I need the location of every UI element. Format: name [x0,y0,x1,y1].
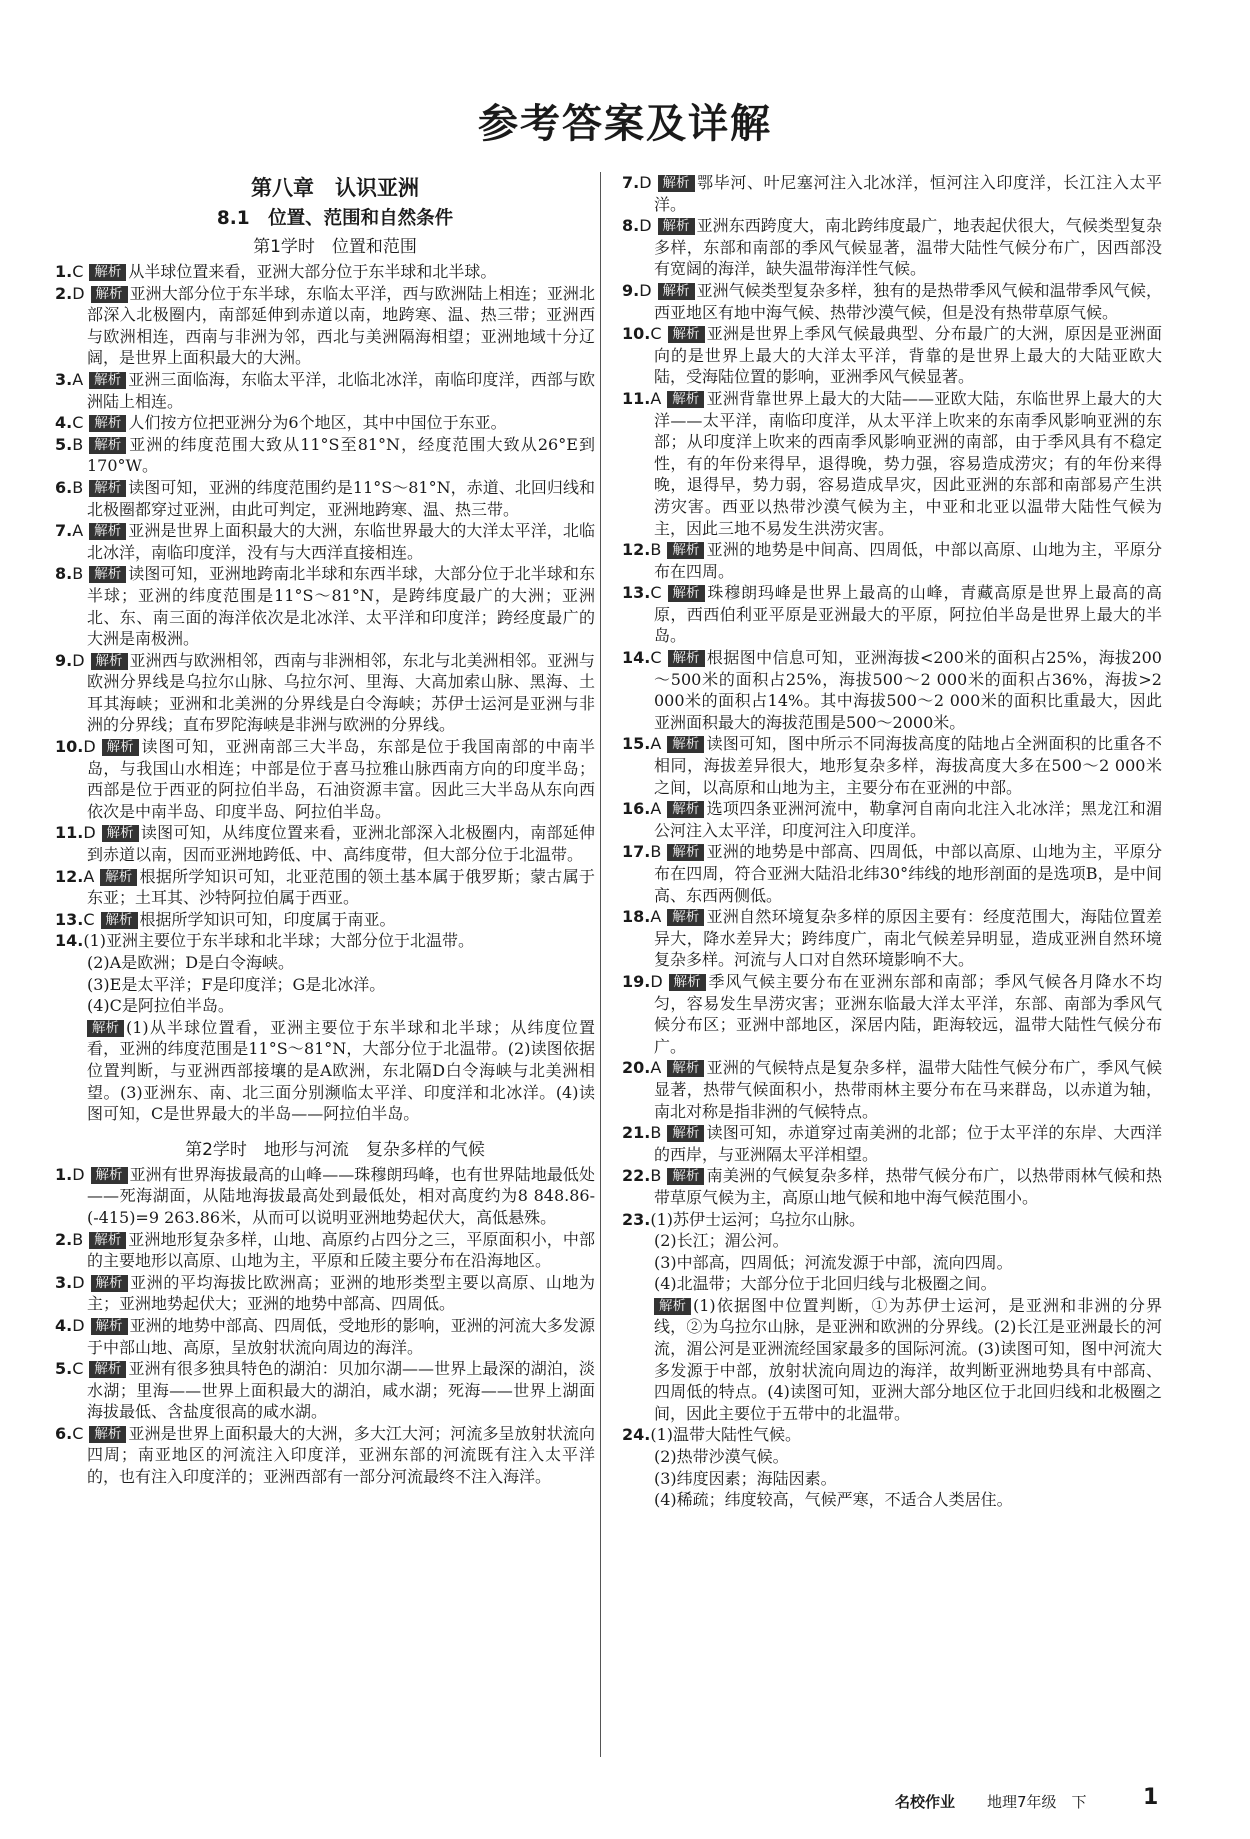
explanation-text: 亚洲西与欧洲相邻，西南与非洲相邻，东北与北美洲相邻。亚洲与欧洲分界线是乌拉尔山脉、乌拉尔河、里海、大高加索山脉、黑海、土耳其海峡；亚洲和北美洲的分界线是白令海峡；苏伊士运河是亚洲与非洲的分界线；直布罗陀海峡是非洲与欧洲的分界线。 [87,650,595,735]
question-number: 7. [55,521,73,541]
answer-letter: B [72,434,84,454]
answer-item [55,650,595,736]
question-number: 13. [622,583,651,603]
explanation-text: 根据所学知识可知，北亚范围的领土基本属于俄罗斯；蒙古属于东亚；土耳其、沙特阿拉伯属于西亚。 [87,866,595,908]
answer-item [622,841,1162,906]
explanation-text: 亚洲是世界上面积最大的大洲，东临世界最大的大洋太平洋，北临北冰洋，南临印度洋，没有与大西洋直接相连。 [87,521,595,562]
explanation-text: 人们按方位把亚洲分为6个地区，其中中国位于东亚。 [128,413,507,433]
question-number: 24. [622,1425,651,1445]
sub-answer: (4)北温带；大部分位于北回归线与北极圈之间。 [654,1274,997,1294]
explanation-text: 读图可知，亚洲的纬度范围约是11°S～81°N，赤道、北回归线和北极圈都穿过亚洲，由此可判定，亚洲地跨寒、温、热三带。 [87,477,595,519]
question-number: 5. [55,1359,73,1379]
answer-item [55,866,595,909]
answer-letter: B [72,477,84,497]
sub-answer: (2)长江；湄公河。 [654,1231,789,1251]
answer-letter: B [650,1166,662,1186]
question-number: 22. [622,1166,651,1186]
lesson1-answers [55,261,595,930]
question-number: 14. [622,648,651,668]
answer-item [55,1272,595,1315]
question-number: 10. [622,324,651,344]
answer-letter: A [650,1058,662,1078]
explanation-text: 亚洲三面临海，东临太平洋，北临北冰洋，南临印度洋，西部与欧洲陆上相连。 [87,369,595,411]
answer-letter: A [650,799,662,819]
analysis-tag: 解析 [89,1426,126,1443]
analysis-tag: 解析 [89,264,126,281]
answer-item [622,388,1162,539]
sub-answer: (4)C是阿拉伯半岛。 [87,996,234,1016]
explanation-text: 亚洲的气候特点是复杂多样，温带大陆性气候分布广，季风气候显著，热带气候面积小，热带雨林主要分布在马来群岛，以赤道为轴，南北对称是指非洲的气候特点。 [654,1058,1162,1121]
analysis-tag: 解析 [667,909,704,926]
answer-letter: D [639,216,652,236]
sub-answer: (4)稀疏；纬度较高，气候严寒，不适合人类居住。 [654,1490,1013,1510]
page-title: 参考答案及详解 [478,101,772,147]
answer-item [55,1423,595,1488]
analysis-tag: 解析 [89,415,126,432]
question-14 [55,930,595,1124]
question-number: 19. [622,971,651,991]
question-number: 9. [622,280,640,300]
footer-subject: 地理7年级 下 [987,1793,1087,1811]
answer-item [55,1315,595,1358]
analysis-tag: 解析 [667,1125,704,1142]
question-number: 8. [55,564,73,584]
answer-letter: C [72,413,84,433]
explanation-text: 亚洲的纬度范围大致从11°S至81°N，经度范围大致从26°E到170°W。 [87,434,595,476]
explanation-text: 亚洲有世界海拔最高的山峰——珠穆朗玛峰，也有世界陆地最低处——死海湖面，从陆地海拔最高处到最低处，相对高度约为8 848.86-(-415)=9 263.86米，从而可以说明亚洲地势起伏大，高低悬殊。 [87,1164,595,1227]
analysis-tag: 解析 [668,585,705,602]
sub-answer: (2)A是欧洲；D是白令海峡。 [87,953,295,972]
explanation-text: 亚洲的平均海拔比欧洲高；亚洲的地形类型主要以高原、山地为主；亚洲地势起伏大；亚洲的地势中部高、四周低。 [87,1272,595,1314]
analysis-tag: 解析 [654,1298,691,1315]
analysis-tag: 解析 [668,326,705,343]
question-number: 11. [55,823,84,843]
explanation-text: 从半球位置来看，亚洲大部分位于东半球和北半球。 [128,262,497,281]
answer-letter: C [650,324,662,344]
analysis-tag: 解析 [101,912,138,929]
answer-letter: C [72,1359,84,1379]
answer-letter: D [72,1315,85,1335]
lesson2-answers [55,1164,595,1488]
answer-item [55,520,595,563]
analysis-tag: 解析 [89,480,126,497]
answer-letter: D [83,823,96,843]
answer-item [55,434,595,477]
answer-item [55,563,595,649]
question-number: 12. [622,540,651,560]
analysis-tag: 解析 [89,566,126,583]
question-number: 6. [55,477,73,497]
analysis-tag: 解析 [91,653,128,670]
answer-item [55,736,595,822]
question-number: 2. [55,283,73,303]
answer-letter: A [650,907,662,927]
question-number: 18. [622,907,651,927]
sub-answer: (1)温带大陆性气候。 [650,1425,802,1445]
analysis-tag: 解析 [91,1275,128,1292]
answer-letter: D [650,971,663,991]
sub-answer: (3)中部高，四周低；河流发源于中部，流向四周。 [654,1252,1013,1272]
analysis-tag: 解析 [667,736,704,753]
answer-item [622,280,1162,323]
answer-item [622,172,1162,215]
explanation-text: 亚洲背靠世界上最大的大陆——亚欧大陆，东临世界上最大的大洋——太平洋，南临印度洋，从太平洋上吹来的东南季风影响亚洲的东部；从印度洋上吹来的西南季风影响亚洲的南部，由于季风具有不稳定性，有的年份来得早，退得晚，势力强，容易造成涝灾；有的年份来得晚，退得早，势力弱，容易造成旱灾，因此亚洲的东部和南部易产生洪涝灾害。西亚以热带沙漠气候为主，中亚和北亚以温带大陆性气候为主，因此三地不易发生洪涝灾害。 [654,388,1162,538]
explanation-text: 亚洲东西跨度大，南北跨纬度最广，地表起伏很大，气候类型复杂多样，东部和南部的季风气候显著，温带大陆性气候分布广，因西部没有宽阔的海洋，缺失温带海洋性气候。 [654,216,1162,279]
answer-letter: D [72,283,85,303]
explanation-text: 亚洲自然环境复杂多样的原因主要有：经度范围大，海陆位置差异大，降水差异大；跨纬度广，南北气候差异明显，造成亚洲自然环境复杂多样。河流与人口对自然环境影响不大。 [654,907,1162,970]
question-number: 8. [622,216,640,236]
answer-item [622,539,1162,582]
explanation [622,1295,1162,1425]
page-footer [895,1785,1195,1815]
answer-item [622,906,1162,971]
explanation-text: 亚洲的地势中部高、四周低，受地形的影响，亚洲的河流大多发源于中部山地、高原，呈放射状流向周边的海洋。 [87,1315,595,1357]
answer-item [55,1164,595,1229]
explanation-text: 读图可知，图中所示不同海拔高度的陆地占全洲面积的比重各不相同，海拔差异很大，地形复杂多样，海拔高度大多在500～2 000米之间，以高原和山地为主，主要分布在亚洲的中部。 [654,734,1162,797]
analysis-tag: 解析 [669,974,706,991]
column-divider [600,172,601,1757]
answer-item [55,283,595,369]
answer-letter: C [72,262,84,281]
explanation-text: (1)从半球位置看，亚洲主要位于东半球和北半球；从纬度位置看，亚洲的纬度范围是11°S～81°N，大部分位于北温带。(2)读图依据位置判断，与亚洲西部接壤的是A欧洲，东北隔D白令海峡与北美洲相望。(3)亚洲东、南、北三面分别濒临太平洋、印度洋和北冰洋。(4)读图可知，C是世界最大的半岛——阿拉伯半岛。 [87,1017,595,1124]
analysis-tag: 解析 [667,801,704,818]
answer-item [622,323,1162,388]
lesson2-answers-continued [622,172,1162,1209]
question-number: 9. [55,650,73,670]
question-number: 15. [622,734,651,754]
answer-letter: A [72,369,84,389]
explanation-text: 季风气候主要分布在亚洲东部和南部；季风气候各月降水不均匀，容易发生旱涝灾害；亚洲东临最大洋太平洋，东部、南部为季风气候分布区；亚洲中部地区，深居内陆，距海较远，温带大陆性气候分布广。 [654,971,1162,1056]
sub-answer: (1)亚洲主要位于东半球和北半球；大部分位于北温带。 [83,931,475,951]
answer-letter: D [83,737,96,757]
question-number: 16. [622,799,651,819]
explanation-text: 亚洲大部分位于东半球，东临太平洋，西与欧洲陆上相连；亚洲北部深入北极圈内，南部延伸到赤道以南，地跨寒、温、热三带；亚洲西与欧洲相连，西南与非洲为邻，西北与美洲隔海相望；亚洲地域十分辽阔，是世界上面积最大的大洲。 [87,283,595,368]
answer-item [55,412,595,434]
explanation-text: 亚洲的地势是中部高、四周低，中部以高原、山地为主，平原分布在四周，符合亚洲大陆沿北纬30°纬线的地形剖面的是选项B，是中间高、东西两侧低。 [654,842,1162,905]
footer-brand: 名校作业 [895,1793,956,1811]
analysis-tag: 解析 [658,218,695,235]
analysis-tag: 解析 [658,175,695,192]
sub-answer: (3)纬度因素；海陆因素。 [654,1468,837,1488]
analysis-tag: 解析 [667,542,704,559]
question-number: 3. [55,1272,73,1292]
answer-item [622,733,1162,798]
answer-item [622,647,1162,733]
page-number: 1 [1143,1785,1159,1810]
answer-item [622,1122,1162,1165]
answer-item [622,582,1162,647]
analysis-tag: 解析 [100,869,137,886]
question-number: 3. [55,369,73,389]
question-23 [622,1209,1162,1425]
sub-answer: (3)E是太平洋；F是印度洋；G是北冰洋。 [87,974,386,994]
answer-letter: A [650,388,662,408]
answer-letter: C [83,909,95,929]
question-number: 12. [55,866,84,886]
analysis-tag: 解析 [102,825,139,842]
answer-item [55,369,595,412]
explanation-text: 读图可知，亚洲地跨南北半球和东西半球，大部分位于北半球和东半球；亚洲的纬度范围是11°S～81°N，是跨纬度最广的大洲；亚洲北、东、南三面的海洋依次是北冰洋、太平洋和印度洋；跨经度最广的大洲是南极洲。 [87,564,595,649]
explanation-text: 读图可知，亚洲南部三大半岛，东部是位于我国南部的中南半岛，与我国山水相连；中部是位于喜马拉雅山脉西南方向的印度半岛；西部是位于西亚的阿拉伯半岛，石油资源丰富。因此三大半岛从东向西依次是中南半岛、印度半岛、阿拉伯半岛。 [87,737,595,821]
question-number: 23. [622,1209,651,1229]
explanation-text: 亚洲气候类型复杂多样，独有的是热带季风气候和温带季风气候，西亚地区有地中海气候、热带沙漠气候，但是没有热带草原气候。 [654,280,1162,322]
explanation-text: 根据所学知识可知，印度属于南亚。 [139,909,396,929]
answer-letter: D [72,1164,85,1184]
answer-item [622,971,1162,1057]
explanation-text: 亚洲地形复杂多样，山地、高原约占四分之三，平原面积小，中部的主要地形以高原、山地为主，平原和丘陵主要分布在沿海地区。 [87,1229,595,1271]
question-number: 4. [55,413,73,433]
explanation-text: 珠穆朗玛峰是世界上最高的山峰，青藏高原是世界上最高的高原，西西伯利亚平原是亚洲最大的平原，阿拉伯半岛是世界上最大的半岛。 [654,583,1162,646]
lesson1-heading: 第1学时 位置和范围 [253,237,417,257]
question-number: 10. [55,737,84,757]
answer-item [622,1165,1162,1208]
question-24 [622,1424,1162,1510]
explanation-text: 南美洲的气候复杂多样，热带气候分布广，以热带雨林气候和热带草原气候为主，高原山地气候和地中海气候范围小。 [654,1166,1162,1207]
analysis-tag: 解析 [658,283,695,300]
answer-letter: B [650,1123,662,1143]
analysis-tag: 解析 [91,286,128,303]
explanation [55,1017,595,1125]
section-heading: 8.1 位置、范围和自然条件 [216,208,454,229]
explanation-text: 选项四条亚洲河流中，勒拿河自南向北注入北冰洋；黑龙江和湄公河注入太平洋，印度河注入印度洋。 [654,799,1162,840]
analysis-tag: 解析 [89,523,126,540]
answer-letter: C [650,648,662,668]
question-number: 7. [622,173,640,192]
analysis-tag: 解析 [91,1318,128,1335]
answer-item [55,1229,595,1272]
answer-item [55,909,595,931]
chapter-heading: 第八章 认识亚洲 [251,176,419,200]
answer-item [55,477,595,520]
analysis-tag: 解析 [87,1020,124,1037]
analysis-tag: 解析 [667,391,704,408]
answer-letter: B [72,564,84,584]
answer-letter: D [639,173,652,192]
question-number: 4. [55,1315,73,1335]
answer-letter: C [650,583,662,603]
answer-letter: B [72,1229,84,1249]
analysis-tag: 解析 [91,1167,128,1184]
answer-letter: D [639,280,652,300]
answer-item [622,1057,1162,1122]
sub-answer: (2)热带沙漠气候。 [654,1447,789,1467]
answer-letter: D [72,1272,85,1292]
answer-letter: A [83,866,95,886]
question-number: 2. [55,1229,73,1249]
analysis-tag: 解析 [89,372,126,389]
analysis-tag: 解析 [89,437,126,454]
explanation-text: 亚洲有很多独具特色的湖泊：贝加尔湖——世界上最深的湖泊，淡水湖；里海——世界上面积最大的湖泊，咸水湖；死海——世界上湖面海拔最低、含盐度很高的咸水湖。 [87,1359,595,1422]
question-number: 1. [55,262,73,281]
explanation-text: 读图可知，赤道穿过南美洲的北部；位于太平洋的东岸、大西洋的西岸，与亚洲隔太平洋相望。 [654,1123,1162,1164]
answer-letter: B [650,540,662,560]
answer-item [622,215,1162,280]
explanation-text: 根据图中信息可知，亚洲海拔<200米的面积占25%，海拔200～500米的面积占25%，海拔500～2 000米的面积占36%，海拔>2 000米的面积占14%。其中海拔500～2 000米的面积比重最大，因此亚洲面积最大的海拔范围是500～2000米。 [654,648,1162,732]
right-column [622,172,1162,1511]
question-number: 21. [622,1123,651,1143]
explanation-text: 亚洲的地势是中间高、四周低，中部以高原、山地为主，平原分布在四周。 [654,540,1162,581]
analysis-tag: 解析 [668,650,705,667]
lesson2-heading: 第2学时 地形与河流 复杂多样的气候 [185,1139,485,1160]
analysis-tag: 解析 [667,1060,704,1077]
explanation-text: 鄂毕河、叶尼塞河注入北冰洋，恒河注入印度洋，长江注入太平洋。 [654,173,1162,214]
question-number: 17. [622,842,651,862]
answer-letter: B [650,842,662,862]
answer-item [55,261,595,283]
question-number: 5. [55,434,73,454]
analysis-tag: 解析 [667,844,704,861]
explanation-text: 亚洲是世界上季风气候最典型、分布最广的大洲，原因是亚洲面向的是世界上最大的大洋太平洋，背靠的是世界上最大的大陆亚欧大陆，受海陆位置的影响，亚洲季风气候显著。 [654,324,1162,387]
answer-letter: D [72,650,85,670]
answer-item [622,798,1162,841]
analysis-tag: 解析 [667,1168,704,1185]
question-number: 14. [55,931,84,951]
question-number: 11. [622,388,651,408]
question-number: 20. [622,1058,651,1078]
explanation-text: (1)依据图中位置判断，①为苏伊士运河，是亚洲和非洲的分界线，②为乌拉尔山脉，是亚洲和欧洲的分界线。(2)长江是亚洲最长的河流，湄公河是亚洲流经国家最多的国际河流。(3)读图可知，图中河流大多发源于中部，放射状流向周边的海洋，故判断亚洲地势具有中部高、四周低的特点。(4)读图可知，亚洲大部分地区位于北回归线和北极圈之间，因此主要位于五带中的北温带。 [654,1295,1162,1423]
answer-item [55,1358,595,1423]
explanation-text: 亚洲是世界上面积最大的大洲，多大江大河；河流多呈放射状流向四周；南亚地区的河流注入印度洋，亚洲东部的河流既有注入太平洋的，也有注入印度洋的；亚洲西部有一部分河流最终不注入海洋。 [87,1423,595,1487]
sub-answer: (1)苏伊士运河；乌拉尔山脉。 [650,1209,866,1229]
question-number: 13. [55,909,84,929]
explanation-text: 读图可知，从纬度位置来看，亚洲北部深入北极圈内，南部延伸到赤道以南，因而亚洲地跨低、中、高纬度带，但大部分位于北温带。 [87,823,595,865]
analysis-tag: 解析 [89,1232,126,1249]
left-column [55,172,595,1488]
analysis-tag: 解析 [102,739,139,756]
answer-item [55,822,595,865]
question-number: 6. [55,1423,73,1443]
answer-letter: C [72,1423,84,1443]
answer-letter: A [72,521,84,541]
answer-letter: A [650,734,662,754]
analysis-tag: 解析 [89,1361,126,1378]
question-number: 1. [55,1164,73,1184]
